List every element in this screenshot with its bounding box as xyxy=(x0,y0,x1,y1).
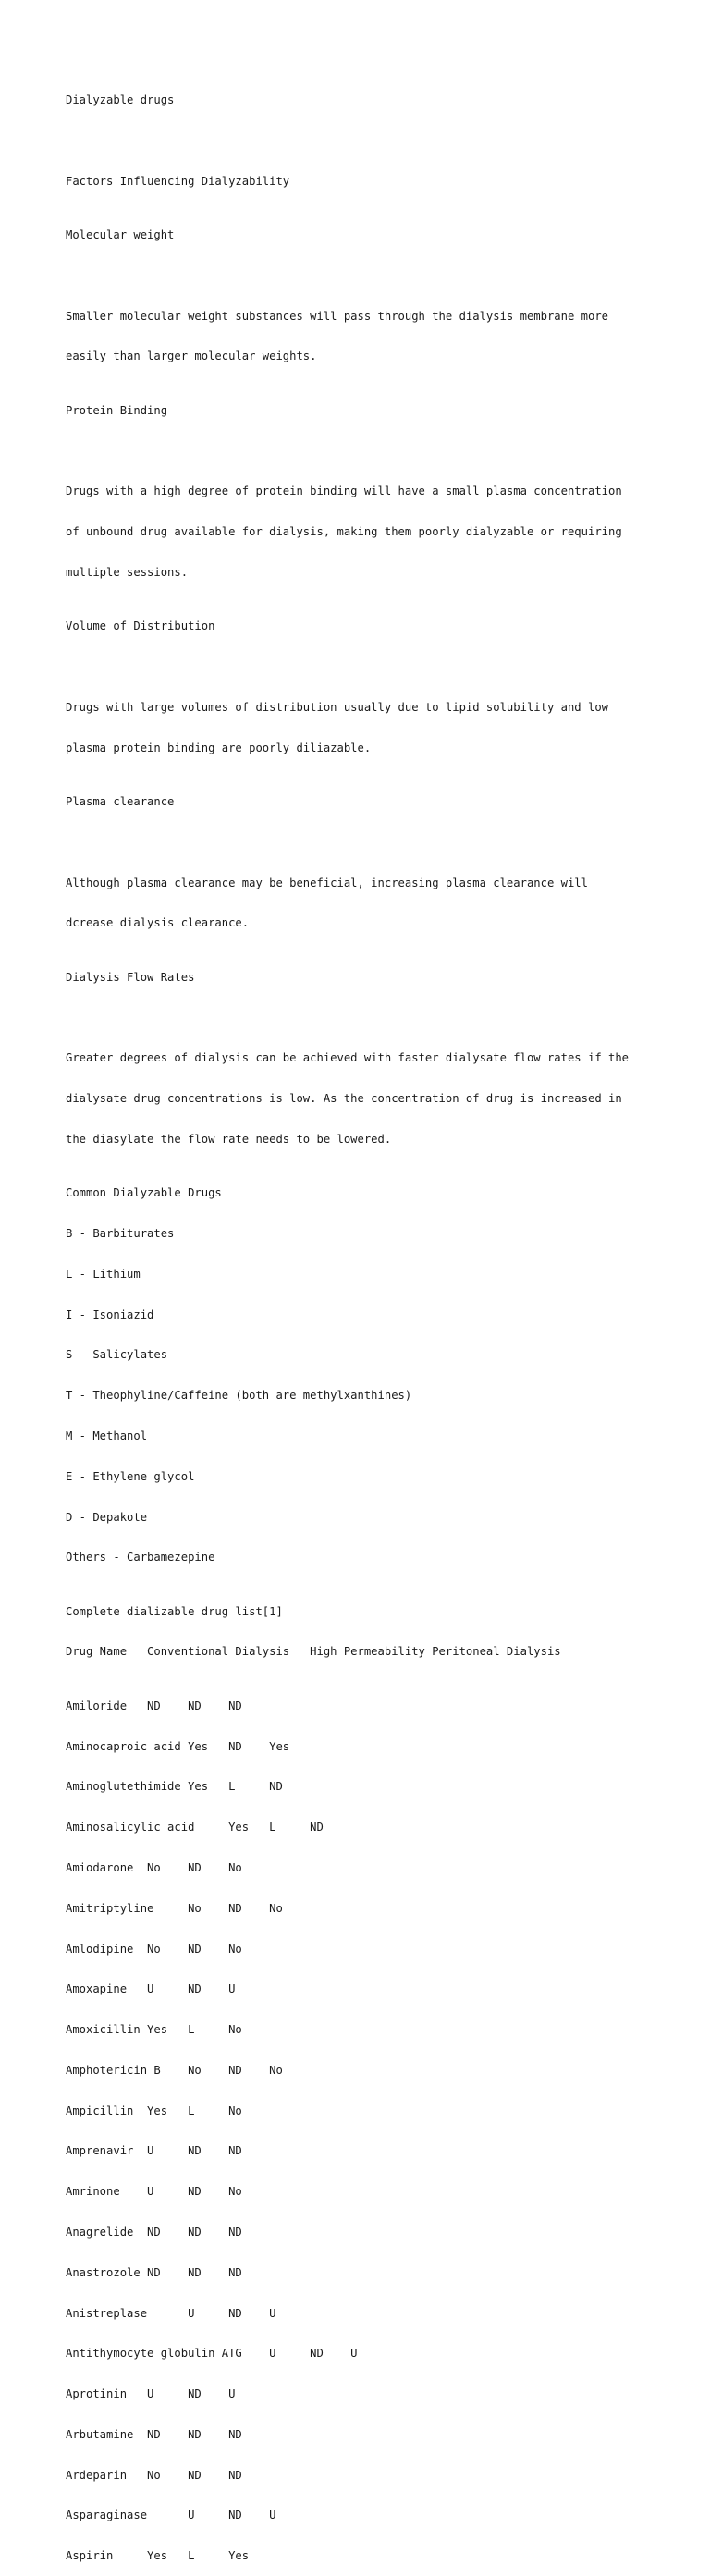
table-row: Asparaginase U ND U xyxy=(66,2509,276,2522)
complete-list-heading: Complete dializable drug list[1] xyxy=(66,1604,283,1618)
table-row: Aprotinin U ND U xyxy=(66,2387,236,2401)
table-row: Amphotericin B No ND No xyxy=(66,2063,283,2077)
document-page xyxy=(66,67,676,2576)
common-drug-item: D - Depakote xyxy=(66,1510,148,1524)
common-drug-item: M - Methanol xyxy=(66,1429,148,1442)
table-row: Amitriptyline No ND No xyxy=(66,1901,283,1915)
common-drug-item: B - Barbiturates xyxy=(66,1227,175,1241)
table-row: Amoxicillin Yes L No xyxy=(66,2023,242,2037)
table-row: Ampicillin Yes L No xyxy=(66,2104,242,2117)
table-row: Amlodipine No ND No xyxy=(66,1942,242,1956)
factor-text-line: Smaller molecular weight substances will pass through the dialysis membrane more xyxy=(66,309,608,323)
table-row: Antithymocyte globulin ATG U ND U xyxy=(66,2347,358,2361)
common-drug-item: Others - Carbamezepine xyxy=(66,1551,215,1564)
factor-title: Plasma clearance xyxy=(66,795,175,809)
spacer xyxy=(66,134,676,148)
factor-title: Protein Binding xyxy=(66,403,168,417)
common-drug-item: E - Ethylene glycol xyxy=(66,1469,195,1483)
factor-text-line: the diasylate the flow rate needs to be lowered. xyxy=(66,1132,392,1146)
table-row: Anistreplase U ND U xyxy=(66,2306,276,2320)
table-row: Aspirin Yes L Yes xyxy=(66,2549,250,2563)
table-row: Ardeparin No ND ND xyxy=(66,2468,242,2482)
table-row: Amprenavir U ND ND xyxy=(66,2144,242,2158)
common-drug-item: S - Salicylates xyxy=(66,1348,168,1362)
spacer xyxy=(66,445,676,459)
factor-text-line: Drugs with large volumes of distribution usually due to lipid solubility and low xyxy=(66,700,608,714)
table-row: Anastrozole ND ND ND xyxy=(66,2265,242,2279)
factor-text-line: dcrease dialysis clearance. xyxy=(66,916,250,930)
common-drugs-heading: Common Dialyzable Drugs xyxy=(66,1186,222,1200)
factor-text-line: dialysate drug concentrations is low. As the concentration of drug is increased in xyxy=(66,1092,622,1106)
factor-text-line: easily than larger molecular weights. xyxy=(66,350,317,363)
spacer xyxy=(66,836,676,850)
table-row: Aminoglutethimide Yes L ND xyxy=(66,1780,283,1794)
common-drug-item: L - Lithium xyxy=(66,1267,141,1281)
factor-text-line: of unbound drug available for dialysis, making them poorly dialyzable or requiring xyxy=(66,525,622,539)
factor-title: Volume of Distribution xyxy=(66,619,215,633)
factors-heading: Factors Influencing Dialyzability xyxy=(66,174,290,188)
factor-title: Molecular weight xyxy=(66,228,175,242)
factor-text-line: Although plasma clearance may be beneficial, increasing plasma clearance will xyxy=(66,876,588,889)
spacer xyxy=(66,269,676,283)
factor-text-line: Drugs with a high degree of protein binding will have a small plasma concentration xyxy=(66,485,622,498)
common-drug-item: T - Theophyline/Caffeine (both are methylxanthines) xyxy=(66,1389,412,1403)
table-row: Aminocaproic acid Yes ND Yes xyxy=(66,1739,290,1753)
factor-text-line: plasma protein binding are poorly diliazable. xyxy=(66,741,372,754)
table-row: Arbutamine ND ND ND xyxy=(66,2427,242,2441)
factor-text-line: Greater degrees of dialysis can be achieved with faster dialysate flow rates if the xyxy=(66,1051,630,1065)
table-row: Amrinone U ND No xyxy=(66,2185,242,2199)
document-title: Dialyzable drugs xyxy=(66,93,175,107)
table-row: Amiloride ND ND ND xyxy=(66,1699,242,1712)
factor-title: Dialysis Flow Rates xyxy=(66,970,195,984)
factor-text-line: multiple sessions. xyxy=(66,565,189,579)
table-row: Amoxapine U ND U xyxy=(66,1982,236,1996)
table-row: Anagrelide ND ND ND xyxy=(66,2226,242,2239)
table-row: Aminosalicylic acid Yes L ND xyxy=(66,1821,324,1834)
spacer xyxy=(66,660,676,674)
table-header: Drug Name Conventional Dialysis High Permeability Peritoneal Dialysis xyxy=(66,1645,561,1659)
common-drug-item: I - Isoniazid xyxy=(66,1307,154,1321)
spacer xyxy=(66,1012,676,1025)
table-row: Amiodarone No ND No xyxy=(66,1860,242,1874)
